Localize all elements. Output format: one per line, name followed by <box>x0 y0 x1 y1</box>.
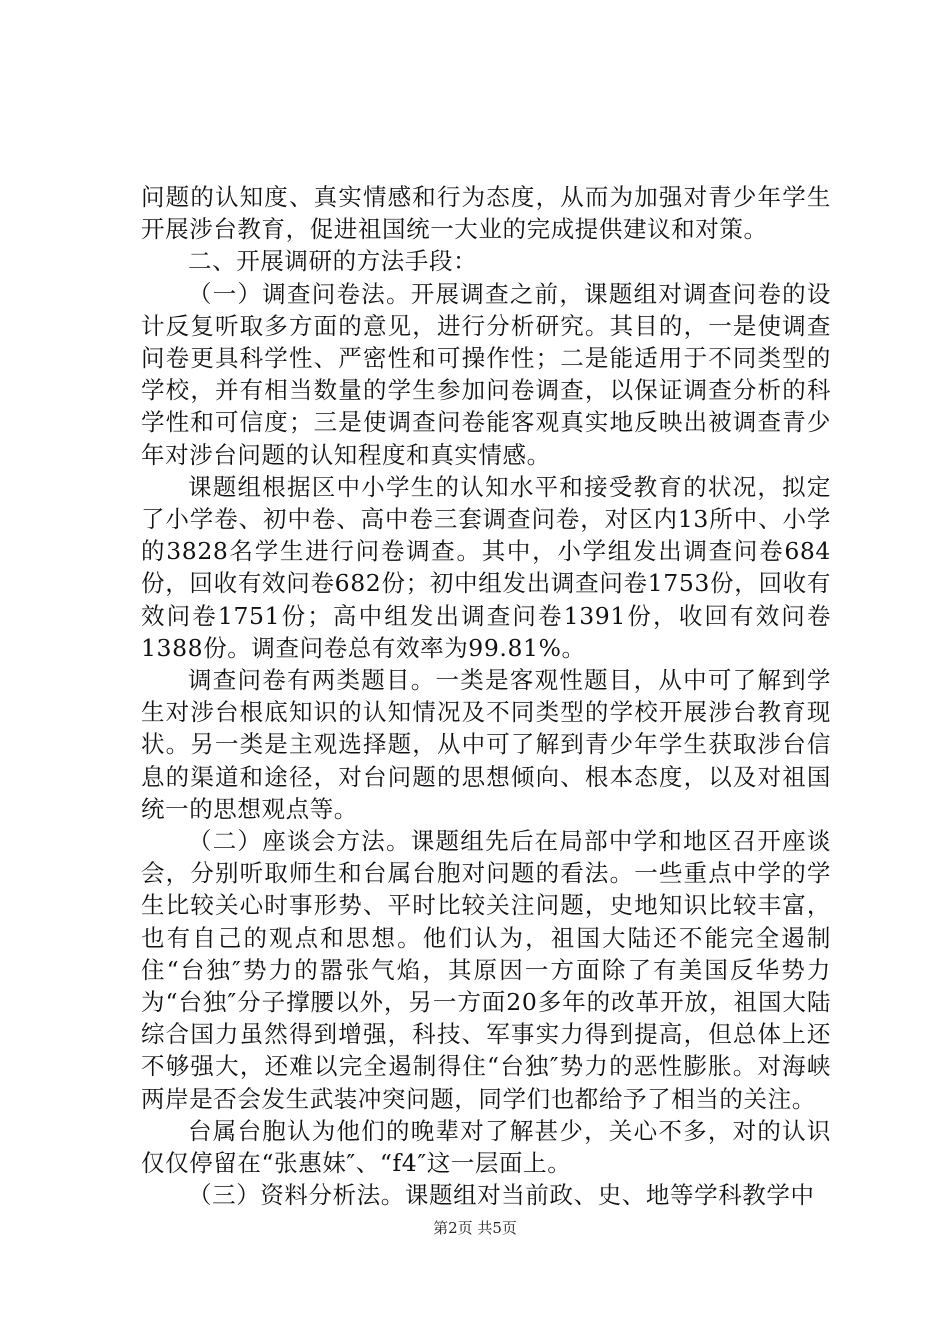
document-body <box>141 181 831 1212</box>
page-number-footer: 第2页 共5页 <box>433 1219 517 1237</box>
paragraph-question-types: 调查问卷有两类题目。一类是客观性题目，从中可了解到学生对涉台根底知识的认知情况及不同类型的学校开展涉台教育现状。另一类是主观选择题，从中可了解到青少年学生获取涉台信息的渠道和途径，对台问题的思想倾向、根本态度，以及对祖国统一的思想观点等。 <box>141 666 831 823</box>
paragraph-data-analysis-method: （三）资料分析法。课题组对当前政、史、地等学科教学中 <box>188 1181 815 1210</box>
section-heading-methods: 二、开展调研的方法手段： <box>188 247 478 276</box>
paragraph-relatives-opinion: 台属台胞认为他们的晚辈对了解甚少，关心不多，对的认识仅仅停留在“张惠妹″、“f4″这一层面上。 <box>141 1116 831 1178</box>
paragraph-questionnaire-method: （一）调查问卷法。开展调查之前，课题组对调查问卷的设计反复听取多方面的意见，进行分析研究。其目的，一是使调查问卷更具科学性、严密性和可操作性；二是能适用于不同类型的学校，并有相当数量的学生参加问卷调查，以保证调查分析的科学性和可信度；三是使调查问卷能客观真实地反映出被调查青少年对涉台问题的认知程度和真实情感。 <box>141 279 831 469</box>
paragraph-symposium-method: （二）座谈会方法。课题组先后在局部中学和地区召开座谈会，分别听取师生和台属台胞对问题的看法。一些重点中学的学生比较关心时事形势、平时比较关注问题，史地知识比较丰富，也有自己的观点和思想。他们认为，祖国大陆还不能完全遏制住“台独″势力的嚣张气焰，其原因一方面除了有美国反华势力为“台独″分子撑腰以外，另一方面20多年的改革开放，祖国大陆综合国力虽然得到增强，科技、军事实力得到提高，但总体上还不够强大，还难以完全遏制得住“台独″势力的恶性膨胀。对海峡两岸是否会发生武装冲突问题，同学们也都给予了相当的关注。 <box>141 827 831 1113</box>
paragraph-intro-continuation: 问题的认知度、真实情感和行为态度，从而为加强对青少年学生开展涉台教育，促进祖国统一大业的完成提供建议和对策。 <box>141 183 831 244</box>
paragraph-questionnaire-statistics: 课题组根据区中小学生的认知水平和接受教育的状况，拟定了小学卷、初中卷、高中卷三套调查问卷，对区内13所中、小学的3828名学生进行问卷调查。其中，小学组发出调查问卷684份，回收有效问卷682份；初中组发出调查问卷1753份，回收有效问卷1751份；高中组发出调查问卷1391份，收回有效问卷1388份。调查问卷总有效率为99.81%。 <box>141 472 831 662</box>
